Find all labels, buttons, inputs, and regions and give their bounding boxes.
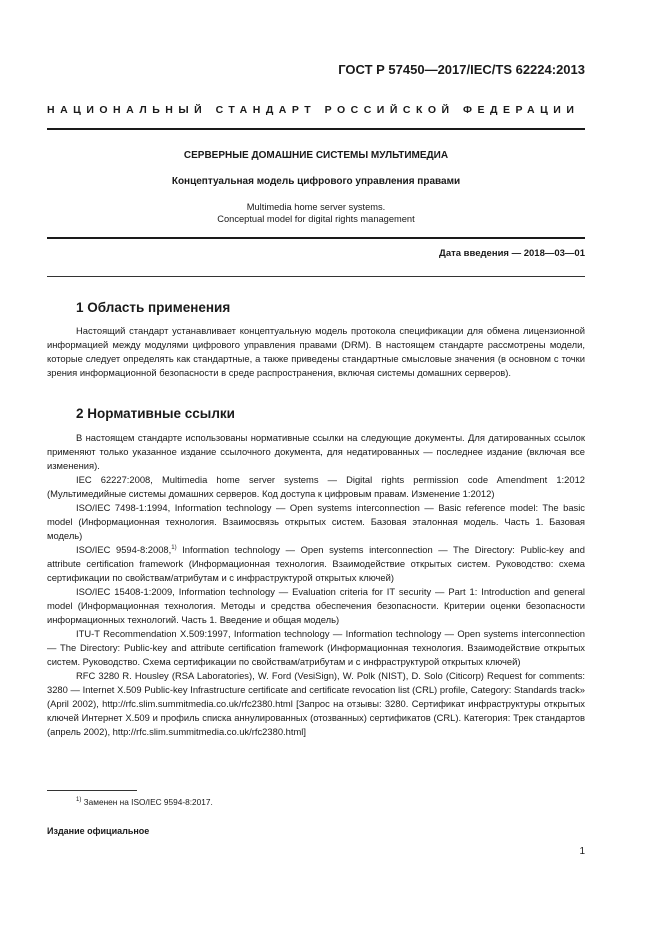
reference-iso-7498: ISO/IEC 7498-1:1994, Information technology — Open systems interconnection — Basic reference model: The basic model (Информационная технология. Взаимосвязь открытых систем. Базовая эталонная модель. Часть 1. Базовая модель) <box>47 502 585 541</box>
date-divider <box>47 276 585 277</box>
footnote-text: Заменен на ISO/IEC 9594-8:2017. <box>81 797 213 807</box>
footnote-mark: 1) <box>76 797 82 803</box>
reference-iso-15408: ISO/IEC 15408-1:2009, Information technology — Evaluation criteria for IT security — Part 1: Introduction and general model (Информационная технология. Методы и средства обеспечения безопасности. Критерии оценки безопасности информационных технологий. Часть 1. Введение и общая модель) <box>47 586 585 625</box>
section2-heading: 2 Нормативные ссылки <box>76 406 235 421</box>
section1-text: Настоящий стандарт устанавливает концептуальную модель протокола спецификации для обмена лицензионной информацией между модулями цифрового управления правами (DRM). В настоящем стандарте рассмотрены модели, которые следует определять как стандартные, а также приведены стандартные смысловые значения (в основном с точки зрения информационной безопасности в среде распространения, включая системы домашних серверов). <box>47 325 585 378</box>
reference-iso-9594-text: Information technology — Open systems interconnection — The Directory: Public-key and attribute certification framework (Информационная технология. Взаимодействие открытых систем. Руководство: схема сертификации по свойствам/атрибутам и с инфраструктурой открытых ключей) <box>47 544 585 583</box>
title-russian: СЕРВЕРНЫЕ ДОМАШНИЕ СИСТЕМЫ МУЛЬТИМЕДИА <box>183 150 449 161</box>
reference-iec-62227: IEC 62227:2008, Multimedia home server systems — Digital rights permission code Amendment 1:2012 (Мультимедийные системы домашних серверов. Код доступа к цифровым правам. Изменение 1:2012) <box>47 474 585 499</box>
reference-iso-9594-code: ISO/IEC 9594-8:2008, <box>76 544 172 555</box>
footnote <box>76 797 213 807</box>
footnote-divider <box>47 790 137 791</box>
title-english-line2: Conceptual model for digital rights management <box>217 214 415 224</box>
national-standard-heading: НАЦИОНАЛЬНЫЙ СТАНДАРТ РОССИЙСКОЙ ФЕДЕРАЦИИ <box>47 104 580 116</box>
title-english <box>47 201 585 225</box>
footnote-marker[interactable]: 1) <box>171 545 177 551</box>
references-intro: В настоящем стандарте использованы нормативные ссылки на следующие документы. Для датированных ссылок применяют только указанное издание ссылочного документа, для недатированных — последнее издание (включая все изменения). <box>47 432 585 471</box>
official-edition-label: Издание официальное <box>47 826 150 836</box>
introduction-date: Дата введения — 2018—03—01 <box>439 248 585 259</box>
page-number: 1 <box>579 846 585 857</box>
header-divider <box>47 128 585 130</box>
reference-itu-x509: ITU-T Recommendation X.509:1997, Information technology — Information technology — Open systems interconnection — The Directory: Public-key and attribute certification framework (Информационная технология. Взаимодействие открытых систем. Руководство. Схема сертификации по свойствам/атрибутам и с инфраструктурой открытых ключей) <box>47 628 585 667</box>
section1-heading: 1 Область применения <box>76 300 231 315</box>
title-english-line1: Multimedia home server systems. <box>246 202 386 212</box>
document-code: ГОСТ Р 57450—2017/IEC/TS 62224:2013 <box>338 62 585 77</box>
reference-rfc-3280: RFC 3280 R. Housley (RSA Laboratories), W. Ford (VesiSign), W. Polk (NIST), D. Solo (Citicorp) Request for comments: 3280 — Internet X.509 Public-key Infrastructure certificate and certificate revocation list (CRL) profile, Category: Standards track» (April 2002), http://rfc.slim.summitmedia.co.uk/rfc2380.html [Запрос на отзывы: 3280. Сертификат инфраструктуры открытых ключей Интернет X.509 и профиль списка аннулированных (отозванных) сертификатов (CRL). Категория: Трек стандартов (апрель 2002), http://rfc.slim.summitmedia.co.uk/rfc2380.html] <box>47 670 585 737</box>
title-divider <box>47 237 585 239</box>
reference-iso-9594 <box>47 543 585 585</box>
section2-body <box>47 431 585 739</box>
subtitle-russian: Концептуальная модель цифрового управления правами <box>171 176 461 187</box>
